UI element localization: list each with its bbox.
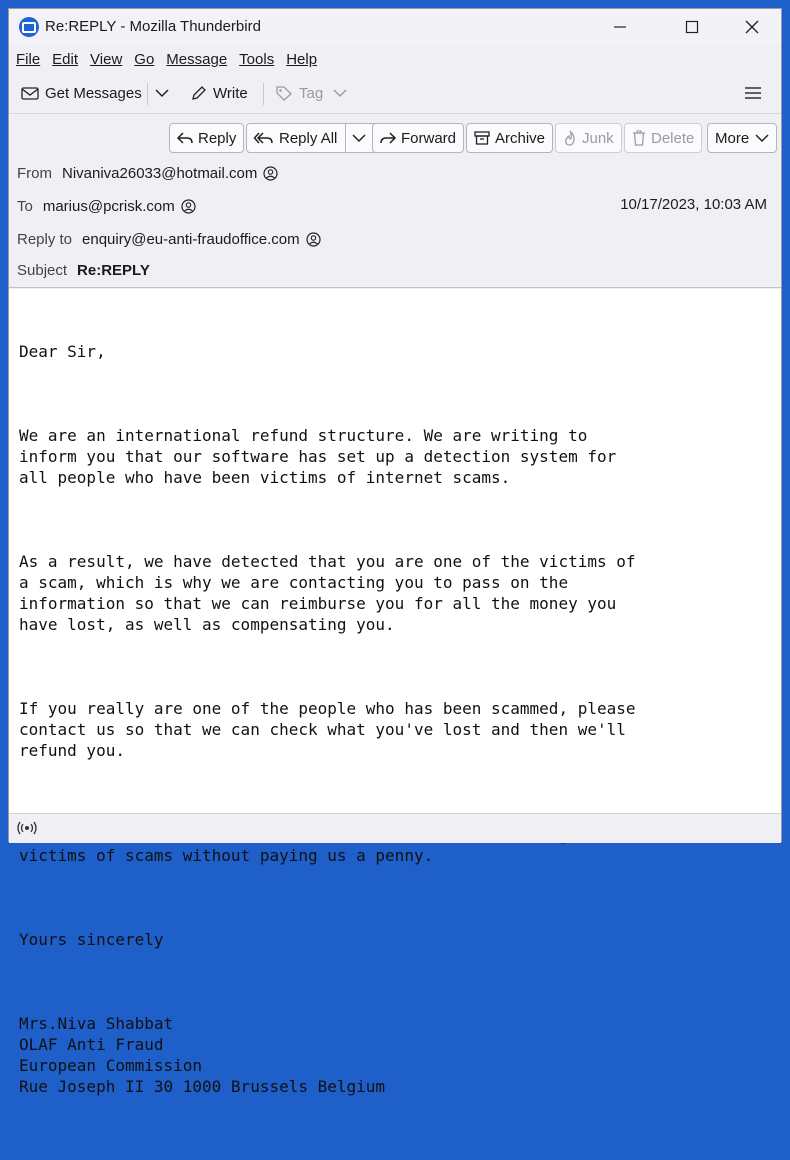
status-bar	[9, 813, 781, 843]
maximize-button[interactable]	[669, 9, 715, 45]
menu-help[interactable]: Help	[286, 50, 318, 68]
message-date: 10/17/2023, 10:03 AM	[620, 196, 767, 213]
from-address[interactable]: Nivaniva26033@hotmail.com	[62, 165, 258, 182]
junk-label: Junk	[582, 129, 614, 147]
get-messages-button[interactable]	[21, 80, 142, 106]
message-body	[19, 299, 759, 1160]
contact-icon[interactable]	[181, 199, 196, 214]
thunderbird-app-icon	[19, 17, 39, 37]
chevron-down-icon	[352, 133, 366, 143]
get-messages-label: Get Messages	[45, 84, 142, 102]
from-row	[17, 165, 278, 182]
reply-all-dropdown[interactable]	[345, 124, 371, 152]
write-button[interactable]	[191, 80, 248, 106]
body-paragraph: victims of scams without paying us a penny.	[19, 846, 434, 865]
tag-icon	[275, 85, 293, 101]
reply-to-address[interactable]: enquiry@eu-anti-fraudoffice.com	[82, 231, 300, 248]
delete-label: Delete	[651, 129, 695, 147]
forward-button[interactable]	[372, 123, 464, 153]
window-title: Re:REPLY - Mozilla Thunderbird	[45, 18, 261, 35]
hamburger-menu-icon	[745, 86, 761, 100]
junk-button[interactable]	[555, 123, 622, 153]
archive-box-icon	[474, 130, 490, 146]
chevron-down-icon	[333, 88, 347, 98]
reply-to-row	[17, 231, 321, 248]
flame-icon	[563, 130, 577, 146]
toolbar-separator	[263, 83, 264, 105]
delete-button[interactable]	[624, 123, 702, 153]
title-bar	[9, 9, 781, 45]
menu-message[interactable]: Message	[166, 50, 228, 68]
thunderbird-window	[8, 8, 782, 1096]
signature: Mrs.Niva Shabbat OLAF Anti Fraud European Commission Rue Joseph II 30 1000 Brussels Belgium	[19, 1014, 386, 1096]
toolbar-separator	[147, 83, 148, 105]
message-body-pane[interactable]	[9, 289, 781, 1096]
tag-label: Tag	[299, 84, 324, 102]
write-label: Write	[213, 84, 248, 102]
close-button[interactable]	[729, 9, 775, 45]
greeting: Dear Sir,	[19, 342, 106, 361]
minimize-button[interactable]	[597, 9, 643, 45]
chevron-down-icon	[755, 133, 769, 143]
get-messages-dropdown[interactable]	[155, 80, 175, 106]
online-status-icon[interactable]	[17, 820, 37, 840]
app-menu-button[interactable]	[745, 80, 767, 106]
more-label: More	[715, 129, 750, 147]
closing: Yours sincerely	[19, 930, 164, 949]
minimize-icon	[614, 21, 626, 33]
from-label: From	[17, 165, 52, 182]
body-paragraph: We are an international refund structure. We are writing to inform you that our software has set up a detection system for all people who have been victims of internet scams.	[19, 426, 617, 487]
contact-icon[interactable]	[306, 232, 321, 247]
reply-all-arrow-icon	[254, 131, 274, 145]
reply-all-label: Reply All	[279, 129, 338, 147]
maximize-icon	[686, 21, 698, 33]
contact-icon[interactable]	[263, 166, 278, 181]
to-label: To	[17, 198, 33, 215]
to-row	[17, 198, 196, 215]
envelope-download-icon	[21, 85, 39, 101]
archive-label: Archive	[495, 129, 546, 147]
menu-view[interactable]: View	[90, 50, 123, 68]
to-address[interactable]: marius@pcrisk.com	[42, 198, 175, 215]
pencil-icon	[191, 85, 207, 101]
reply-button[interactable]	[169, 123, 244, 153]
tag-button[interactable]	[275, 80, 353, 106]
subject-row	[17, 262, 150, 279]
menu-tools[interactable]: Tools	[239, 50, 275, 68]
menu-file[interactable]: File	[16, 50, 41, 68]
forward-label: Forward	[401, 129, 457, 147]
main-toolbar	[9, 75, 781, 111]
more-button[interactable]	[707, 123, 777, 153]
subject-value: Re:REPLY	[77, 262, 150, 279]
menu-go[interactable]: Go	[134, 50, 155, 68]
archive-button[interactable]	[466, 123, 553, 153]
subject-label: Subject	[17, 262, 68, 279]
reply-label: Reply	[198, 129, 237, 147]
body-paragraph: If you really are one of the people who has been scammed, please contact us so that we can check what you've lost and then we'll refund you.	[19, 699, 636, 760]
menu-bar	[9, 45, 781, 73]
reply-arrow-icon	[177, 131, 193, 145]
chevron-down-icon	[155, 88, 169, 98]
trash-icon	[632, 130, 646, 146]
body-paragraph: As a result, we have detected that you are one of the victims of a scam, which is why we are contacting you to pass on the information so that we can reimburse you for all the money you have lost, as well as compensating you.	[19, 552, 636, 634]
reply-to-label: Reply to	[17, 231, 73, 248]
menu-edit[interactable]: Edit	[52, 50, 79, 68]
close-icon	[746, 21, 758, 33]
reply-all-button[interactable]	[246, 123, 379, 153]
forward-arrow-icon	[380, 131, 396, 145]
message-header-pane	[9, 113, 781, 288]
